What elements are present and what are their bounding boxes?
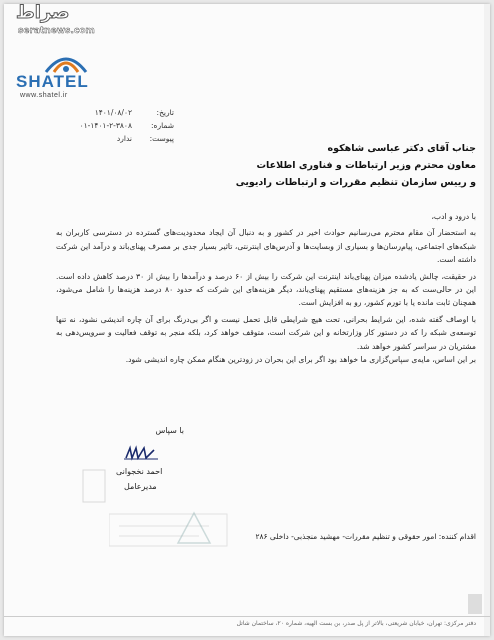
addressee-line-2: معاون محترم وزیر ارتباطات و فناوری اطلاعات: [256, 160, 476, 171]
corner-mark: [468, 594, 482, 614]
sign-thanks: با سپاس: [155, 426, 184, 435]
paragraph-4: بر این اساس، مایه‌ی سپاس‌گزاری ما خواهد بود اگر برای این بحران در زودترین هنگام ممکن چاره اندیشی شود.: [125, 355, 476, 365]
meta-number: شماره: ۰۱-۱۴۰۱-۲-۳۸۰۸: [79, 121, 174, 130]
stamp-mark: [79, 466, 109, 506]
letter-body: [56, 210, 476, 366]
logo-brand: SHATEL: [16, 72, 89, 91]
paragraph-1: به استحضار آن مقام محترم می‌رسانیم حوادث اخیر در کشور و به دنبال آن ایجاد محدودیت‌های گسترده در دسترسی کاربران به شبکه‌های اجتماعی، پیام‌رسان‌ها و بسیاری از وبسایت‌ها و آدرس‌های اینترنتی، تاثیر بسیار جدی بر مصرف پهنای‌باند و درآمد این شرکت داشته است.: [56, 228, 476, 265]
shatel-logo-icon: [36, 44, 96, 74]
footer-divider: [4, 616, 490, 617]
addressee: [146, 140, 476, 191]
addressee-line-3: و رییس سازمان تنظیم مقررات و ارتباطات رادیویی: [235, 177, 476, 188]
paragraph-2: در حقیقت، چالش یادشده میزان پهنای‌باند اینترنت این شرکت را بیش از ۶۰ درصد و درآمدها را بیش از ۳۰ درصد کاهش داده است. این در حالی‌ست که به جز هزینه‌های مستقیم پهنای‌باند، دیگر هزینه‌های این شرکت که حدود ۸۰ درصد هزینه‌ها را شامل می‌شود، همچنان ثابت مانده یا با تورم کشور، رو به افزایش است.: [56, 271, 477, 308]
paragraph-3: با اوصاف گفته شده، این شرایط بحرانی، تحت هیچ شرایطی قابل تحمل نیست و اگر بی‌درنگ برای آن چاره اندیشی نشود، نه تنها توسعه‌ی شبکه را که در دستور کار وزارتخانه و این شرکت است، متوقف خواهد کرد، بلکه منجر به توقف فعالیت و سرویس‌دهی به مشتریان در سراسر کشور خواهد شد.: [56, 314, 476, 351]
footer-address: دفتر مرکزی: تهران، خیابان شریعتی، بالاتر از پل صدر، بن بست الهیه، شماره ۲۰، ساختمان شاتل: [236, 620, 476, 627]
stamp-logo-icon: [174, 509, 214, 549]
signer-title: مدیرعامل: [124, 482, 157, 491]
watermark-site: seratnews.com: [18, 26, 95, 36]
greeting: با درود و ادب،: [431, 212, 476, 221]
page-edge: [484, 4, 490, 636]
letter-page: [4, 4, 490, 636]
meta-date: تاریخ: ۱۴۰۱/۰۸/۰۲: [94, 108, 174, 117]
watermark: [6, 4, 136, 44]
logo-url: www.shatel.ir: [20, 92, 68, 99]
shatel-logo: [16, 44, 106, 99]
addressee-line-1: جناب آقای دکتر عباسی شاهکوه: [327, 143, 476, 154]
action-by: اقدام کننده: امور حقوقی و تنظیم مقررات- مهشید منجذبی- داخلی ۲۸۶: [255, 532, 476, 541]
watermark-script: صراط: [16, 4, 70, 23]
signer-name: احمد نخجوانی: [116, 467, 163, 476]
signature-scribble: [122, 444, 162, 462]
meta-attachment: پیوست: ندارد: [116, 134, 174, 143]
